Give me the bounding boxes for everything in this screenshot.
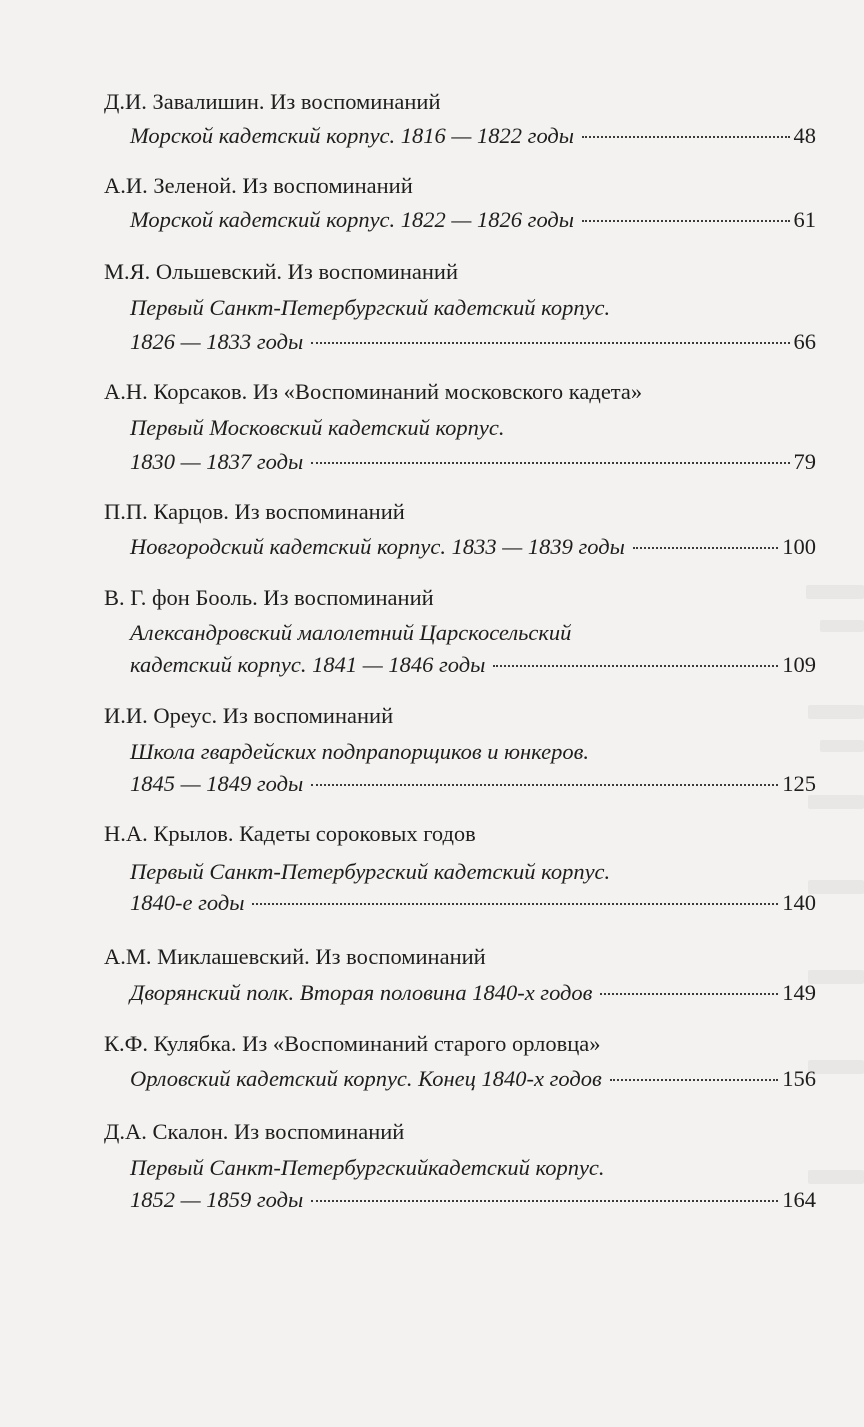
show-through-mark [808, 705, 864, 719]
dot-leader [493, 665, 778, 667]
dot-leader [311, 1200, 778, 1202]
entry-author: М.Я. Ольшевский. Из воспоминаний [104, 259, 459, 284]
entry-author: И.И. Ореус. Из воспоминаний [104, 703, 394, 728]
entry-title-line [130, 324, 816, 360]
page-number: 66 [793, 329, 816, 354]
entry-subtitle: Первый Московский кадетский корпус. [130, 415, 505, 440]
entry-subtitle: Первый Санкт-Петербургский кадетский корпус. [130, 295, 611, 320]
entry-subtitle: Первый Санкт-Петербургский кадетский корпус. [130, 859, 611, 884]
entry-author: А.Н. Корсаков. Из «Воспоминаний московского кадета» [104, 379, 643, 404]
show-through-mark [808, 795, 864, 809]
entry-title: 1845 — 1849 годы [130, 771, 304, 796]
show-through-mark [820, 740, 864, 752]
entry-title-line [130, 202, 816, 238]
entry-title: Новгородский кадетский корпус. 1833 — 1839 годы [130, 534, 625, 559]
page-number: 156 [782, 1066, 816, 1091]
dot-leader [600, 993, 778, 995]
entry-title-line [130, 647, 816, 683]
entry-author: А.И. Зеленой. Из воспоминаний [104, 173, 413, 198]
page-number: 48 [793, 123, 816, 148]
entry-title: Морской кадетский корпус. 1822 — 1826 годы [130, 207, 575, 232]
page-number: 140 [782, 890, 816, 915]
entry-author: Д.А. Скалон. Из воспоминаний [104, 1119, 405, 1144]
dot-leader [252, 903, 778, 905]
page-number: 79 [793, 449, 816, 474]
show-through-mark [820, 620, 864, 632]
dot-leader [610, 1079, 778, 1081]
dot-leader [633, 547, 778, 549]
show-through-mark [808, 1170, 864, 1184]
entry-subtitle: Александровский малолетний Царскосельский [130, 620, 572, 645]
show-through-mark [806, 585, 864, 599]
entry-title: Морской кадетский корпус. 1816 — 1822 годы [130, 123, 575, 148]
entry-title: Дворянский полк. Вторая половина 1840-х годов [130, 980, 593, 1005]
entry-title-line [130, 118, 816, 154]
entry-subtitle: Первый Санкт-Петербургскийкадетский корпус. [130, 1155, 605, 1180]
show-through-mark [808, 970, 864, 984]
entry-title-line [130, 1061, 816, 1097]
show-through-mark [808, 880, 864, 894]
entry-author: К.Ф. Кулябка. Из «Воспоминаний старого орловца» [104, 1031, 601, 1056]
entry-title: Орловский кадетский корпус. Конец 1840-х годов [130, 1066, 602, 1091]
dot-leader [311, 462, 789, 464]
entry-author: Н.А. Крылов. Кадеты сороковых годов [104, 821, 476, 846]
entry-title-line [130, 885, 816, 921]
page-number: 61 [793, 207, 816, 232]
entry-author: А.М. Миклашевский. Из воспоминаний [104, 944, 486, 969]
entry-title-line [130, 766, 816, 802]
show-through-mark [808, 1060, 864, 1074]
entry-title-line [130, 444, 816, 480]
dot-leader [311, 342, 789, 344]
entry-author: П.П. Карцов. Из воспоминаний [104, 499, 405, 524]
entry-title-line [130, 1182, 816, 1218]
page-number: 164 [782, 1187, 816, 1212]
entry-title: 1852 — 1859 годы [130, 1187, 304, 1212]
entry-title: 1840-е годы [130, 890, 245, 915]
page-number: 100 [782, 534, 816, 559]
entry-title: 1830 — 1837 годы [130, 449, 304, 474]
entry-title-line [130, 975, 816, 1011]
dot-leader [582, 220, 789, 222]
dot-leader [311, 784, 778, 786]
entry-title: кадетский корпус. 1841 — 1846 годы [130, 652, 486, 677]
page-number: 149 [782, 980, 816, 1005]
page-number: 125 [782, 771, 816, 796]
entry-title-line [130, 529, 816, 565]
entry-author: Д.И. Завалишин. Из воспоминаний [104, 89, 441, 114]
entry-title: 1826 — 1833 годы [130, 329, 304, 354]
page-number: 109 [782, 652, 816, 677]
dot-leader [582, 136, 789, 138]
entry-subtitle: Школа гвардейских подпрапорщиков и юнкеров. [130, 739, 590, 764]
entry-author: В. Г. фон Бооль. Из воспоминаний [104, 585, 434, 610]
